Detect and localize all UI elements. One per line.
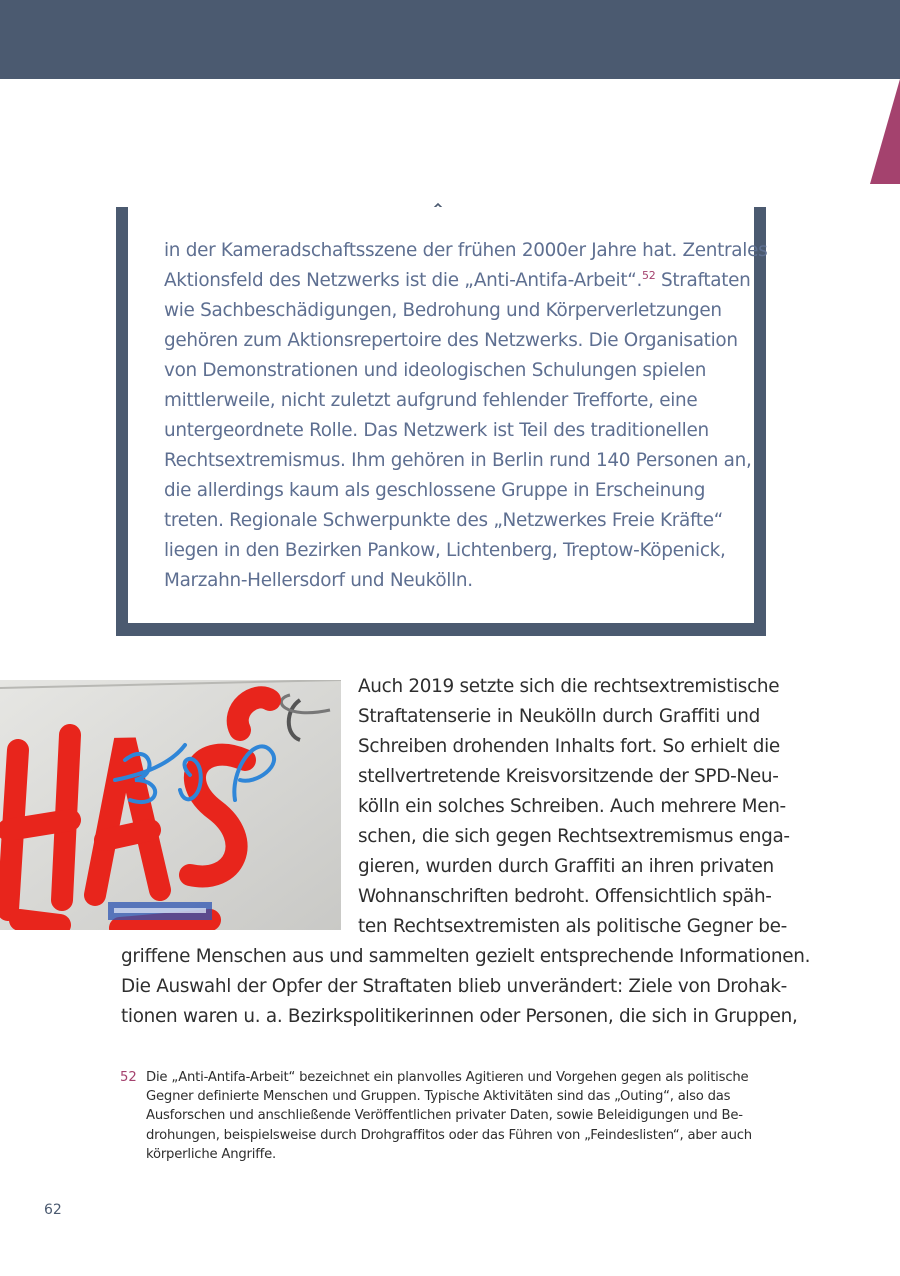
info-box-line: mittlerweile, nicht zuletzt aufgrund fehlender Trefforte, eine	[164, 390, 698, 411]
info-box-line: liegen in den Bezirken Pankow, Lichtenberg, Treptow-Köpenick,	[164, 540, 726, 561]
footnote-line: Ausforschen und anschließende Veröffentlichen privater Daten, sowie Beleidigungen und Be-	[146, 1108, 743, 1124]
info-box-line: in der Kameradschaftsszene der frühen 2000er Jahre hat. Zentrales	[164, 240, 768, 261]
body-line: schen, die sich gegen Rechtsextremismus enga-	[358, 826, 790, 847]
page-number: 62	[44, 1202, 62, 1218]
body-line: Die Auswahl der Opfer der Straftaten blieb unverändert: Ziele von Drohak-	[121, 976, 788, 997]
body-line: Auch 2019 setzte sich die rechtsextremistische	[358, 676, 780, 697]
header-bar	[0, 0, 900, 79]
footnote-line: Die „Anti-Antifa-Arbeit“ bezeichnet ein planvolles Agitieren und Vorgehen gegen als politische	[146, 1070, 749, 1085]
info-box-line: gehören zum Aktionsrepertoire des Netzwerks. Die Organisation	[164, 330, 738, 351]
footnote-ref[interactable]: 52	[642, 269, 656, 282]
info-box-line: Rechtsextremismus. Ihm gehören in Berlin rund 140 Personen an,	[164, 450, 752, 471]
body-line: tionen waren u. a. Bezirkspolitikerinnen oder Personen, die sich in Gruppen,	[121, 1006, 798, 1027]
body-line: kölln ein solches Schreiben. Auch mehrere Men-	[358, 796, 786, 817]
body-line: griffene Menschen aus und sammelten gezielt entsprechende Informationen.	[121, 946, 811, 967]
footnote-line: körperliche Angriffe.	[146, 1146, 277, 1162]
body-line: Straftatenserie in Neukölln durch Graffiti und	[358, 706, 760, 727]
info-box-line: von Demonstrationen und ideologischen Schulungen spielen	[164, 360, 707, 381]
info-box-line: die allerdings kaum als geschlossene Gruppe in Erscheinung	[164, 480, 706, 501]
info-box-text	[164, 236, 768, 596]
body-line: gieren, wurden durch Graffiti an ihren privaten	[358, 856, 774, 877]
graffiti-photo	[0, 680, 341, 930]
info-box-line: Aktionsfeld des Netzwerks ist die „Anti-Antifa-Arbeit“.$^{52}$ Straftaten	[164, 269, 751, 291]
body-line: Wohnanschriften bedroht. Offensichtlich späh-	[358, 886, 772, 907]
footnote-line: Gegner definierte Menschen und Gruppen. Typische Aktivitäten sind das „Outing“, also das	[146, 1089, 731, 1105]
body-line: ten Rechtsextremisten als politische Gegner be-	[358, 916, 787, 937]
footnote-text	[146, 1068, 756, 1164]
info-box-line: Marzahn-Hellersdorf und Neukölln.	[164, 570, 473, 591]
corner-tab-icon	[870, 79, 900, 184]
body-line: stellvertretende Kreisvorsitzende der SPD-Neu-	[358, 766, 779, 787]
info-box-line: wie Sachbeschädigungen, Bedrohung und Körperverletzungen	[164, 300, 722, 321]
info-box-line: untergeordnete Rolle. Das Netzwerk ist Teil des traditionellen	[164, 420, 709, 441]
footnote-number: 52	[120, 1070, 137, 1085]
body-line: Schreiben drohenden Inhalts fort. So erhielt die	[358, 736, 780, 757]
footnote-line: drohungen, beispielsweise durch Drohgraffitos oder das Führen von „Feindeslisten“, aber auch	[146, 1127, 752, 1143]
body-text-right	[358, 672, 790, 942]
info-box-line: treten. Regionale Schwerpunkte des „Netzwerkes Freie Kräfte“	[164, 510, 724, 531]
body-text-full	[121, 942, 811, 1032]
